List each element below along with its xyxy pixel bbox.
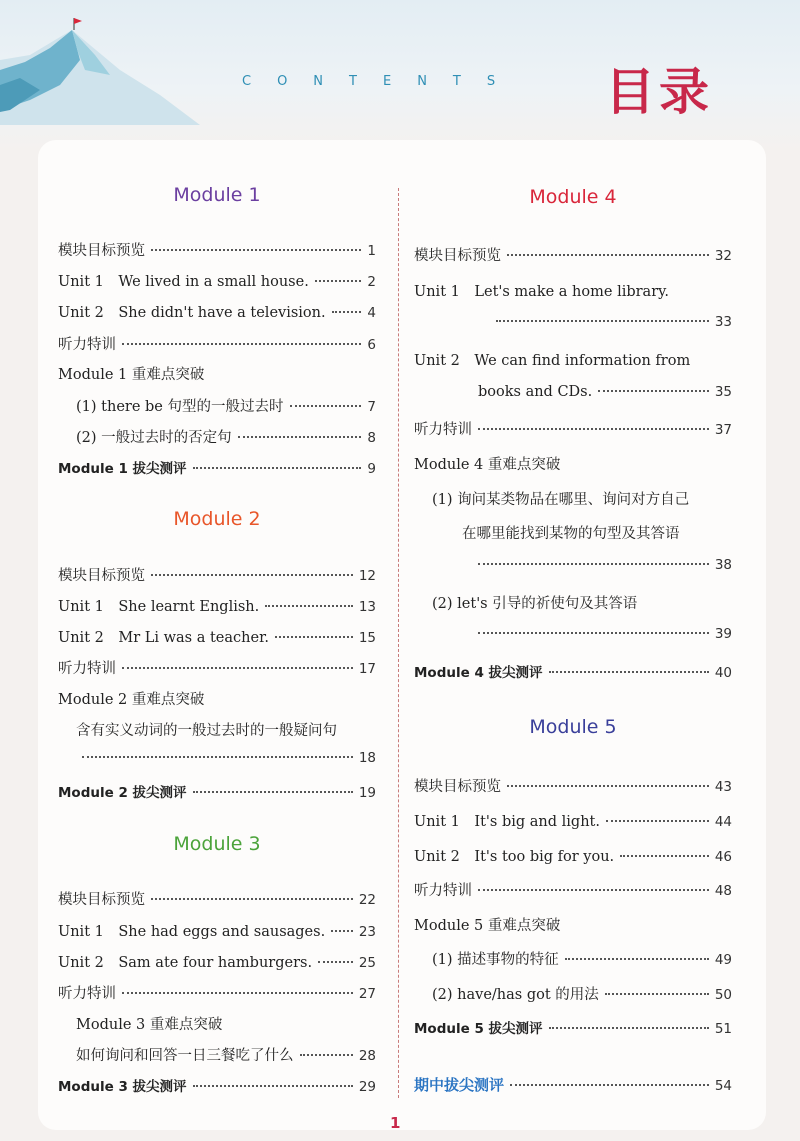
- toc-entry[interactable]: 模块目标预览 12: [58, 568, 376, 584]
- toc-entry[interactable]: 模块目标预览 22: [58, 892, 376, 908]
- toc-entry[interactable]: 听力特训 6: [58, 337, 376, 353]
- toc-section: Module 1 重难点突破: [58, 367, 205, 383]
- toc-subsection: (2) let's 引导的祈使句及其答语: [432, 596, 638, 612]
- toc-entry[interactable]: 模块目标预览 43: [414, 779, 732, 795]
- toc-entry[interactable]: 听力特训 27: [58, 986, 376, 1002]
- toc-entry[interactable]: Module 3 拔尖测评 29: [58, 1079, 376, 1095]
- mountain-illustration: [0, 0, 200, 130]
- toc-entry[interactable]: Unit 1 We lived in a small house. 2: [58, 274, 376, 290]
- toc-subsection: 在哪里能找到某物的句型及其答语: [462, 526, 680, 542]
- toc-entry[interactable]: 模块目标预览 1: [58, 243, 376, 259]
- toc-entry[interactable]: 18: [58, 750, 376, 774]
- toc-entry[interactable]: 模块目标预览 32: [414, 248, 732, 264]
- toc-entry[interactable]: (1) 描述事物的特征 49: [432, 952, 732, 968]
- module-heading: Module 3: [173, 833, 261, 855]
- toc-entry[interactable]: Unit 2 It's too big for you. 46: [414, 849, 732, 865]
- toc-entry[interactable]: 听力特训 37: [414, 422, 732, 438]
- toc-entry[interactable]: (1) there be 句型的一般过去时 7: [76, 399, 376, 415]
- toc-entry[interactable]: 33: [414, 314, 732, 338]
- toc-entry[interactable]: Module 5 拔尖测评 51: [414, 1021, 732, 1037]
- toc-entry-line: Unit 2 We can find information from: [414, 353, 691, 369]
- module-heading: Module 1: [173, 184, 261, 206]
- toc-entry[interactable]: Module 1 拔尖测评 9: [58, 461, 376, 477]
- toc-section: Module 5 重难点突破: [414, 918, 561, 934]
- toc-entry[interactable]: 听力特训 48: [414, 883, 732, 899]
- toc-subsection: (1) 询问某类物品在哪里、询问对方自己: [432, 492, 690, 508]
- toc-entry[interactable]: 听力特训 17: [58, 661, 376, 677]
- toc-entry[interactable]: 38: [414, 557, 732, 581]
- toc-entry[interactable]: Unit 2 She didn't have a television. 4: [58, 305, 376, 321]
- column-divider: [398, 188, 399, 1098]
- toc-section: Module 2 重难点突破: [58, 692, 205, 708]
- module-heading: Module 4: [529, 186, 617, 208]
- toc-entry[interactable]: Unit 1 It's big and light. 44: [414, 814, 732, 830]
- page-title: 目录: [605, 63, 713, 121]
- toc-entry[interactable]: (2) have/has got 的用法 50: [432, 987, 732, 1003]
- toc-entry[interactable]: Unit 2 Mr Li was a teacher. 15: [58, 630, 376, 646]
- toc-subsection: 含有实义动词的一般过去时的一般疑问句: [76, 723, 337, 739]
- contents-word: CONTENTS: [242, 74, 522, 89]
- module-heading: Module 5: [529, 716, 617, 738]
- toc-entry[interactable]: Module 4 拔尖测评 40: [414, 665, 732, 681]
- toc-entry[interactable]: Unit 1 She had eggs and sausages. 23: [58, 924, 376, 940]
- toc-entry[interactable]: 如何询问和回答一日三餐吃了什么 28: [76, 1048, 376, 1064]
- toc-entry[interactable]: (2) 一般过去时的否定句 8: [76, 430, 376, 446]
- module-heading: Module 2: [173, 508, 261, 530]
- toc-section: Module 3 重难点突破: [76, 1017, 223, 1033]
- toc-entry[interactable]: books and CDs. 35: [478, 384, 732, 400]
- toc-entry[interactable]: 39: [414, 626, 732, 650]
- toc-entry[interactable]: Unit 1 She learnt English. 13: [58, 599, 376, 615]
- toc-section: Module 4 重难点突破: [414, 457, 561, 473]
- page-header: [0, 0, 800, 150]
- toc-entry[interactable]: Unit 2 Sam ate four hamburgers. 25: [58, 955, 376, 971]
- toc-entry-midterm[interactable]: 期中拔尖测评 54: [414, 1076, 732, 1094]
- page-number: 1: [390, 1114, 401, 1132]
- toc-entry-line: Unit 1 Let's make a home library.: [414, 284, 670, 300]
- toc-entry[interactable]: Module 2 拔尖测评 19: [58, 785, 376, 801]
